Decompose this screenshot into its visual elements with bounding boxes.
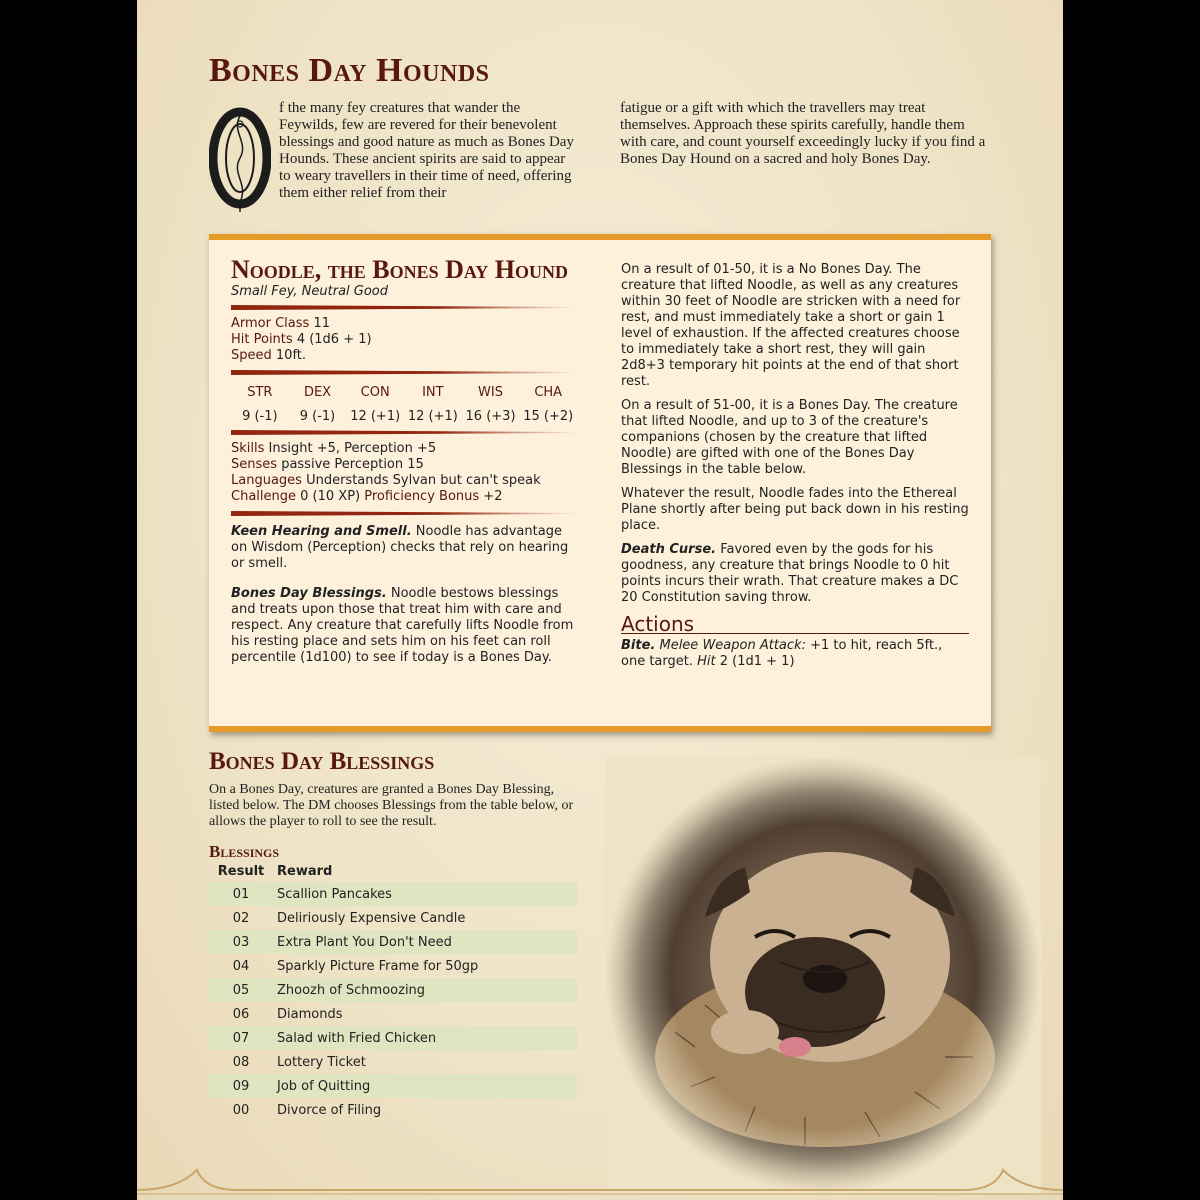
result-cell: 05 bbox=[209, 978, 273, 1002]
dropcap-o-icon bbox=[209, 102, 271, 214]
action-hit-value: 2 (1d1 + 1) bbox=[719, 654, 795, 669]
result-cell: 09 bbox=[209, 1074, 273, 1098]
armor-class-row bbox=[231, 316, 577, 332]
ability-header: WIS bbox=[478, 385, 503, 400]
senses-label: Senses bbox=[231, 457, 278, 472]
hit-points-row bbox=[231, 332, 577, 348]
action-text: +1 to hit, reach 5ft., one target. bbox=[621, 638, 943, 669]
stat-block-right-column bbox=[621, 262, 969, 678]
ability-con bbox=[346, 385, 404, 424]
action-bite bbox=[621, 638, 969, 670]
trait-death-curse bbox=[621, 542, 969, 606]
ability-wis bbox=[462, 385, 520, 424]
table-header-row bbox=[209, 860, 577, 882]
languages-row bbox=[231, 473, 577, 489]
action-name: Bite. bbox=[621, 638, 656, 653]
blessings-table bbox=[209, 860, 577, 1122]
skills-value: Insight +5, Perception +5 bbox=[268, 441, 437, 456]
creature-name: Noodle, the Bones Day Hound bbox=[231, 255, 569, 284]
speed-row bbox=[231, 348, 577, 364]
speed-value: 10ft. bbox=[275, 348, 307, 363]
actions-heading: Actions bbox=[621, 616, 969, 634]
hit-points-label: Hit Points bbox=[231, 332, 293, 347]
divider bbox=[231, 305, 577, 310]
table-row bbox=[209, 1098, 577, 1122]
reward-cell: Lottery Ticket bbox=[277, 1054, 366, 1070]
table-row bbox=[209, 1074, 577, 1098]
ability-str bbox=[231, 385, 289, 424]
reward-cell: Divorce of Filing bbox=[277, 1102, 382, 1118]
result-cell: 00 bbox=[232, 1102, 250, 1118]
stat-block bbox=[209, 234, 991, 732]
ability-header: DEX bbox=[303, 385, 332, 400]
proficiency-value: +2 bbox=[483, 489, 503, 504]
languages-label: Languages bbox=[231, 473, 302, 488]
speed-label: Speed bbox=[231, 348, 272, 363]
ability-value: 15 (+2) bbox=[523, 409, 574, 424]
trait-keen-hearing bbox=[231, 524, 577, 572]
divider bbox=[231, 370, 577, 375]
ability-cha bbox=[519, 385, 577, 424]
languages-value: Understands Sylvan but can't speak bbox=[306, 473, 541, 488]
armor-class-value: 11 bbox=[313, 316, 330, 331]
stat-block-left-column bbox=[231, 256, 577, 666]
trait-name: Bones Day Blessings. bbox=[231, 586, 387, 601]
challenge-row bbox=[231, 489, 577, 505]
reward-cell: Diamonds bbox=[277, 1006, 343, 1022]
result-cell: 02 bbox=[232, 910, 250, 926]
column-header-result: Result bbox=[217, 863, 265, 879]
result-cell: 07 bbox=[209, 1026, 273, 1050]
ability-header: STR bbox=[247, 385, 273, 400]
hit-points-value: 4 (1d6 + 1) bbox=[296, 332, 372, 347]
reward-cell: Extra Plant You Don't Need bbox=[273, 930, 577, 954]
ability-scores bbox=[231, 385, 577, 424]
trait-bones-day-blessings bbox=[231, 586, 577, 666]
result-cell: 04 bbox=[232, 958, 250, 974]
divider bbox=[231, 430, 577, 435]
reward-cell: Salad with Fried Chicken bbox=[273, 1026, 577, 1050]
result-cell: 08 bbox=[232, 1054, 250, 1070]
result-cell: 01 bbox=[209, 882, 273, 906]
intro-left-column bbox=[209, 100, 574, 214]
senses-row bbox=[231, 457, 577, 473]
proficiency-label: Proficiency Bonus bbox=[364, 489, 480, 504]
trait-name: Keen Hearing and Smell. bbox=[231, 524, 412, 539]
sleeping-pug-icon bbox=[605, 757, 1041, 1193]
result-bones-day: On a result of 51-00, it is a Bones Day. The creature that lifted Noodle, and up to 3 of the creature's companions (chosen by the creature that lifted Noodle) are gifted with one of the Bones Day Blessings in the table below. bbox=[621, 398, 958, 477]
challenge-value: 0 (10 XP) bbox=[300, 489, 361, 504]
skills-row bbox=[231, 441, 577, 457]
reward-cell: Zhoozh of Schmoozing bbox=[273, 978, 577, 1002]
table-row bbox=[209, 954, 577, 978]
action-hit-label: Hit bbox=[697, 654, 716, 669]
page bbox=[137, 0, 1063, 1200]
result-cell: 03 bbox=[209, 930, 273, 954]
table-title: Blessings bbox=[209, 842, 280, 861]
armor-class-label: Armor Class bbox=[231, 316, 310, 331]
page-title: Bones Day Hounds bbox=[209, 52, 490, 89]
trait-text: Noodle has advantage on Wisdom (Perception) checks that rely on hearing or smell. bbox=[231, 524, 569, 571]
trait-name: Death Curse. bbox=[621, 542, 717, 557]
ability-header: CON bbox=[360, 385, 390, 400]
ability-dex bbox=[289, 385, 347, 424]
trait-text: Noodle bestows blessings and treats upon those that treat him with care and respect. Any creature that carefully lifts Noodle from his resting place and sets him on his feet can roll percentile (1d100) to see if today is a Bones Day. bbox=[231, 586, 574, 665]
section-heading: Bones Day Blessings bbox=[209, 748, 435, 775]
table-row bbox=[209, 978, 577, 1002]
action-type: Melee Weapon Attack: bbox=[659, 638, 806, 653]
ability-value: 9 (-1) bbox=[242, 409, 278, 424]
table-row bbox=[209, 930, 577, 954]
reward-cell: Deliriously Expensive Candle bbox=[277, 910, 466, 926]
intro-paragraph-start: f the many fey creatures that wander the Feywilds, few are revered for their benevolent blessings and good nature as much as Bones Day Hounds. These ancient spirits are said to appear to weary travellers in their time of need, offering them either relief from their bbox=[279, 100, 574, 201]
table-row bbox=[209, 1050, 577, 1074]
result-no-bones-day: On a result of 01-50, it is a No Bones Day. The creature that lifted Noodle, as well as any creatures within 30 feet of Noodle are stricken with a need for rest, and must immediately take a short or gain 1 level of exhaustion. If the affected creatures choose to immediately take a short rest, they will gain 2d8+3 temporary hit points at the end of that short rest. bbox=[621, 262, 961, 389]
reward-cell: Sparkly Picture Frame for 50gp bbox=[277, 958, 479, 974]
column-header-reward: Reward bbox=[277, 863, 333, 879]
blessings-intro: On a Bones Day, creatures are granted a Bones Day Blessing, listed below. The DM chooses Blessings from the table below, or allows the player to roll to see the result. bbox=[209, 782, 574, 829]
ability-value: 9 (-1) bbox=[299, 409, 336, 424]
result-fade: Whatever the result, Noodle fades into the Ethereal Plane shortly after being put back down in his resting place. bbox=[621, 486, 969, 533]
table-row bbox=[209, 1002, 577, 1026]
table-row bbox=[209, 882, 577, 906]
ability-header: CHA bbox=[534, 385, 563, 400]
trait-text: Favored even by the gods for his goodness, any creature that brings Noodle to 0 hit points incurs their wrath. That creature makes a DC 20 Constitution saving throw. bbox=[621, 542, 959, 605]
divider bbox=[231, 511, 577, 516]
ability-value: 12 (+1) bbox=[407, 409, 458, 424]
intro-paragraph-continued: fatigue or a gift with which the travellers may treat themselves. Approach these spirits carefully, handle them with care, and count yourself exceedingly lucky if you find a Bones Day Hound on a sacred and holy Bones Day. bbox=[620, 100, 986, 167]
ability-header: INT bbox=[422, 385, 444, 400]
table-row bbox=[209, 1026, 577, 1050]
creature-type: Small Fey, Neutral Good bbox=[231, 284, 389, 299]
reward-cell: Scallion Pancakes bbox=[273, 882, 577, 906]
table-row bbox=[209, 906, 577, 930]
ability-value: 16 (+3) bbox=[465, 409, 516, 424]
ability-int bbox=[404, 385, 462, 424]
senses-value: passive Perception 15 bbox=[281, 457, 424, 472]
ability-value: 12 (+1) bbox=[350, 409, 401, 424]
result-cell: 06 bbox=[232, 1006, 250, 1022]
challenge-label: Challenge bbox=[231, 489, 296, 504]
reward-cell: Job of Quitting bbox=[273, 1074, 577, 1098]
footer-ornament-icon bbox=[137, 1150, 1063, 1200]
skills-label: Skills bbox=[231, 441, 265, 456]
pug-illustration bbox=[605, 757, 1041, 1193]
